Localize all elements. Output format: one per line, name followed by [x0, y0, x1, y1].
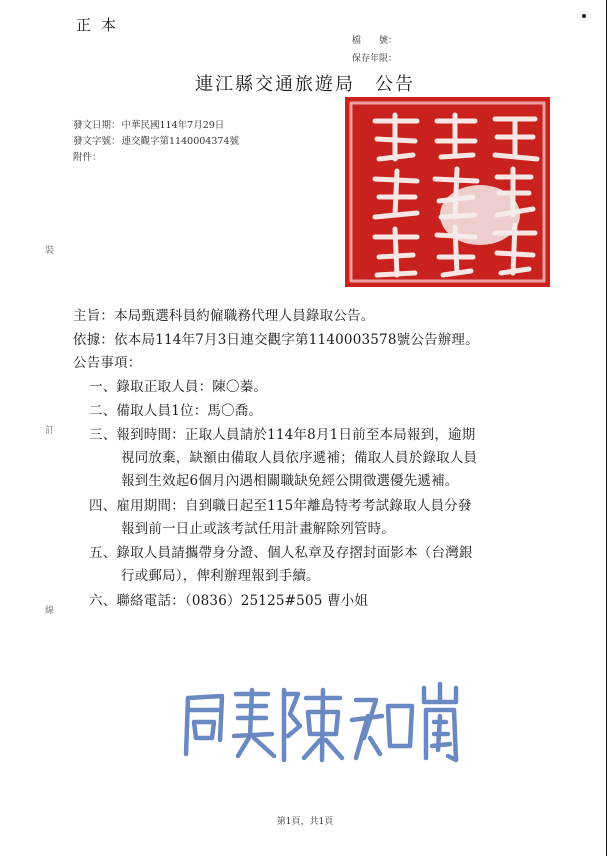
director-signature-stamp [180, 680, 460, 764]
item-6: 六、聯絡電話：（0836）25125#505 曹小姐 [89, 593, 369, 609]
scan-mark [582, 14, 586, 18]
subject-line: 主旨：本局甄選科員約僱職務代理人員錄取公告。 [73, 308, 375, 324]
binding-mark-3: 線 [45, 606, 55, 616]
issue-date-value: 中華民國114年7月29日 [121, 120, 225, 131]
copy-label: 正本 [76, 16, 127, 34]
official-seal-stamp [345, 97, 550, 287]
issue-date [73, 117, 225, 131]
binding-mark-2: 訂 [45, 426, 55, 436]
document-title: 連江縣交通旅遊局 公告 [195, 74, 415, 95]
item-1: 一、錄取正取人員：陳〇蓁。 [89, 379, 268, 395]
issue-date-label: 發文日期： [73, 120, 121, 131]
issue-number [73, 133, 240, 147]
item-5: 五、錄取人員請攜帶身分證、個人私章及存摺封面影本（台灣銀 [89, 545, 473, 561]
basis-line: 依據：依本局114年7月3日連交觀字第1140003578號公告辦理。 [73, 332, 479, 348]
item-3-line-2: 視同放棄，缺額由備取人員依序遞補；備取人員於錄取人員 [121, 450, 478, 466]
item-3-line-3: 報到生效起6個月內遇相關職缺免經公開徵選優先遞補。 [121, 473, 459, 489]
issue-number-value: 連交觀字第1140004374號 [121, 136, 239, 147]
item-5-line-2: 行或郵局），俾利辦理報到手續。 [121, 568, 320, 584]
issue-number-label: 發文字號： [73, 136, 121, 147]
attachment-label: 附件： [73, 152, 102, 163]
file-number-label: 檔 號： [352, 36, 398, 46]
page-edge-line [606, 0, 607, 856]
item-4-line-2: 報到前一日止或該考試任用計畫解除列管時。 [121, 521, 395, 537]
item-3: 三、報到時間：正取人員請於114年8月1日前至本局報到，逾期 [89, 427, 476, 443]
retention-label: 保存年限： [352, 54, 398, 64]
binding-mark-1: 裝 [45, 246, 55, 256]
item-4: 四、雇用期間：自到職日起至115年離島特考考試錄取人員分發 [89, 498, 472, 514]
item-2: 二、備取人員1位：馬〇喬。 [89, 403, 263, 419]
items-heading: 公告事項： [73, 355, 142, 371]
page-number: 第1頁，共1頁 [276, 817, 334, 827]
